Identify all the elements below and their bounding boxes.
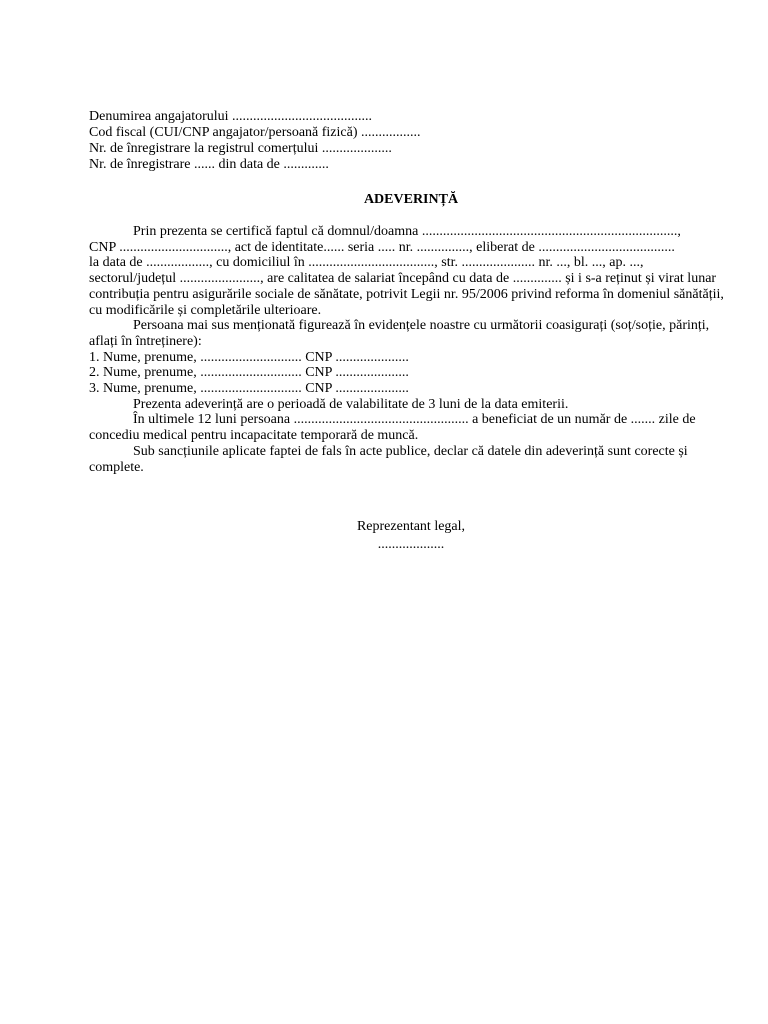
- signature-block: [0, 518, 768, 554]
- fiscal-code-line: Cod fiscal (CUI/CNP angajator/persoană fizică) .................: [89, 125, 421, 140]
- paragraph-1-line-3: la data de .................., cu domiciliul în ...................................., str. ..................... nr. ..., bl. ..., ap. ...,: [89, 255, 644, 271]
- paragraph-3: Prezenta adeverință are o perioadă de valabilitate de 3 luni de la data emiterii.: [133, 396, 569, 412]
- paragraph-5: Sub sancțiunile aplicate faptei de fals în acte publice, declar că datele din adeverință sunt corecte și complete.: [89, 443, 688, 475]
- employer-header: [89, 109, 729, 173]
- document-body: [89, 224, 734, 475]
- trade-register-line: Nr. de înregistrare la registrul comerțului ....................: [89, 141, 392, 156]
- paragraph-1-line-2: CNP ..............................., act de identitate...... seria ..... nr. ..............., eliberat de .......................................: [89, 239, 675, 255]
- coinsured-item-3: 3. Nume, prenume, ............................. CNP .....................: [89, 381, 409, 397]
- document-title: ADEVERINȚĂ: [363, 192, 459, 207]
- signature-line: ...................: [377, 537, 445, 552]
- signature-label: Reprezentant legal,: [356, 519, 466, 534]
- coinsured-item-1: 1. Nume, prenume, ............................. CNP .....................: [89, 349, 409, 365]
- coinsured-item-2: 2. Nume, prenume, ............................. CNP .....................: [89, 365, 409, 381]
- paragraph-1-line-1: Prin prezenta se certifică faptul că domnul/doamna .........................................................................,: [133, 224, 681, 239]
- paragraph-1-rest: sectorul/județul ......................., are calitatea de salariat începând cu data de .............. și i s-a reținut și virat lunar contribuția pentru asigurările sociale de sănătate, potrivit Legii nr. 95/2006 privind reforma în domeniul sănătății, cu modificările și completările ulterioare.: [89, 271, 724, 318]
- paragraph-2: Persoana mai sus menționată figurează în evidențele noastre cu următorii coasigurați (soț/soție, părinți, aflați în întreținere):: [89, 318, 710, 349]
- employer-name-line: Denumirea angajatorului ........................................: [89, 109, 373, 124]
- paragraph-4: În ultimele 12 luni persoana .................................................. a beneficiat de un număr de ....... zile de concediu medical pentru incapacitate temporară de muncă.: [89, 412, 696, 444]
- registration-line: Nr. de înregistrare ...... din data de .............: [89, 157, 329, 172]
